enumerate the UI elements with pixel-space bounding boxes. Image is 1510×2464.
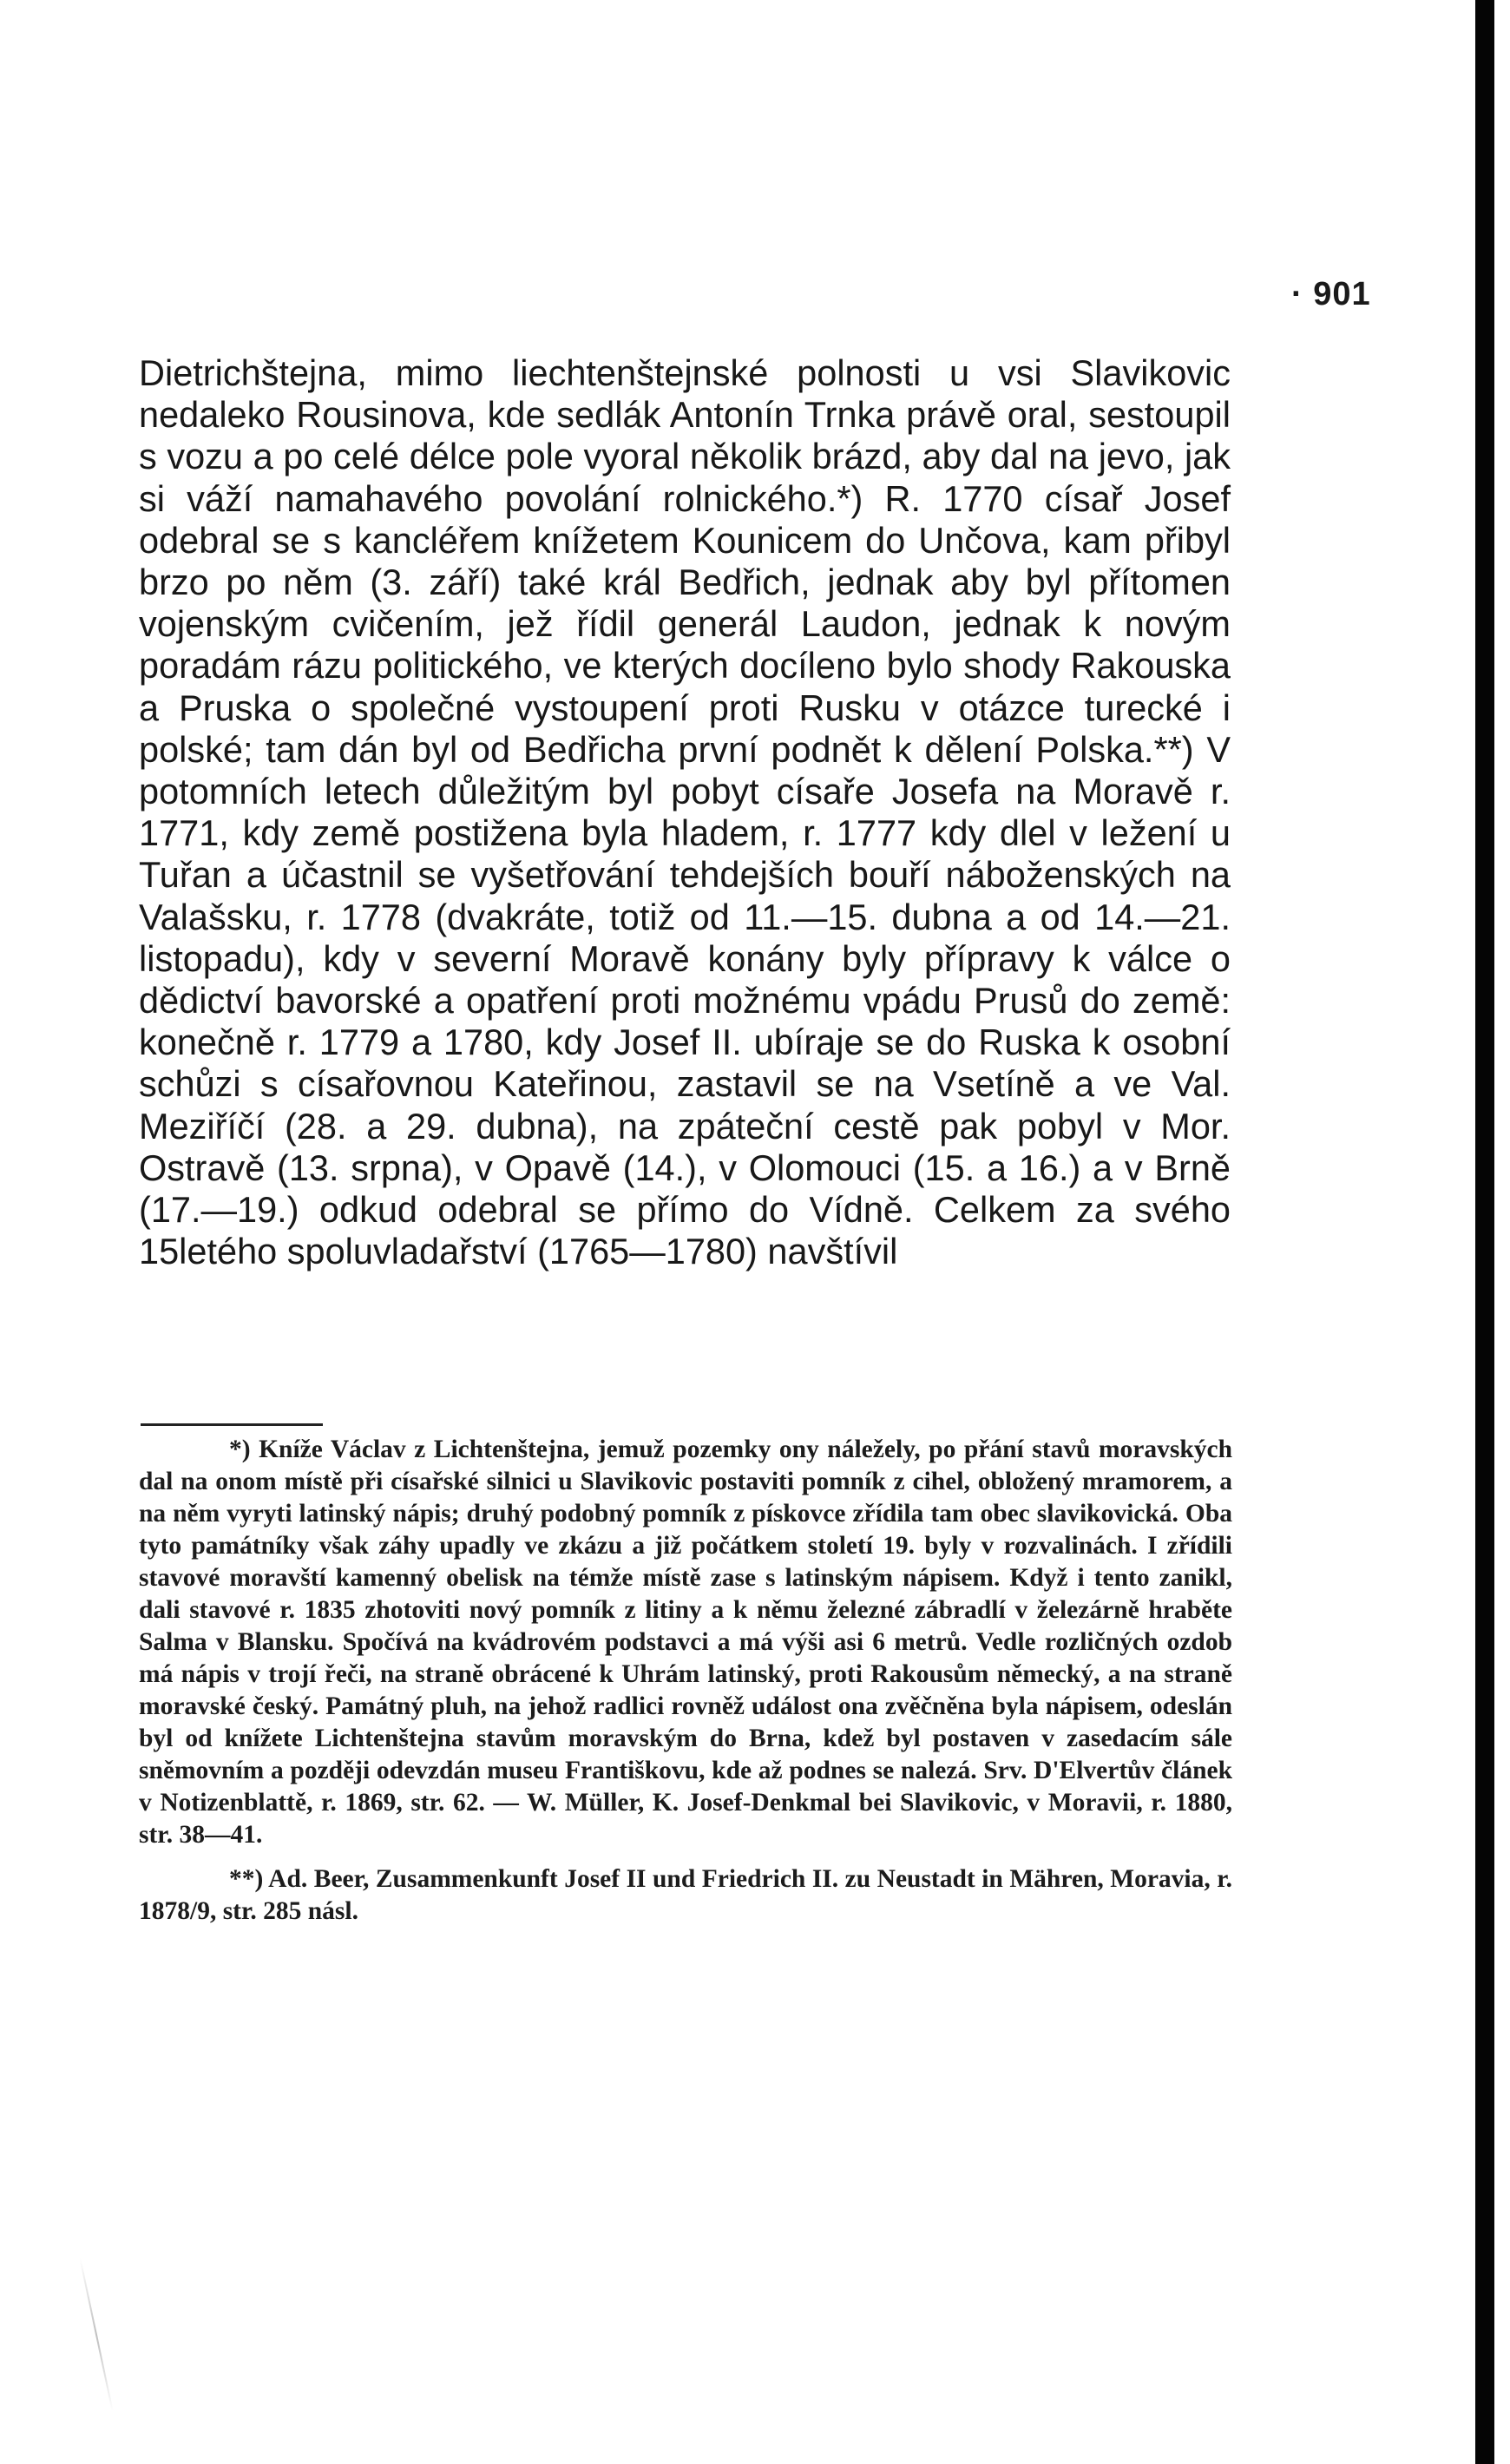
scan-edge-border [1475,0,1494,2464]
footnotes-block [139,1434,1232,1928]
footnote-2: **) Ad. Beer, Zusammenkunft Josef II und Friedrich II. zu Neustadt in Mähren, Moravia, r. 1878/9, str. 285 násl. [139,1865,1232,1925]
footnote-1: *) Kníže Václav z Lichtenštejna, jemuž pozemky ony náležely, po přání stavů moravských dal na onom místě při císařské silnici u Slavikovic postaviti pomník z cihel, obložený mramorem, a na něm vyryti latinský nápis; druhý podobný pomník z pískovce zřídila tam obec slavikovická. Oba tyto památníky však záhy upadly ve zkázu a již počátkem století 19. byly v rozvalinách. I zřídili stavové moravští kamenný obelisk na témže místě zase s latinským nápisem. Když i tento zanikl, dali stavové r. 1835 zhotoviti nový pomník z litiny a k němu železné zábradlí v železárně hraběte Salma v Blansku. Spočívá na kvádrovém podstavci a má výši asi 6 metrů. Vedle rozličných ozdob má nápis v trojí řeči, na straně obrácené k Uhrám latinský, proti Rakousům německý, a na straně moravské český. Památný pluh, na jehož radlici rovněž událost ona zvěčněna byla nápisem, odeslán byl od knížete Lichtenštejna stavům moravským do Brna, kdež byl postaven v zasedacím sále sněmovním a později odevzdán museu Františkovu, kde až podnes se nalezá. Srv. D'Elvertův článek v Notizenblattě, r. 1869, str. 62. — W. Müller, K. Josef-Denkmal bei Slavikovic, v Moravii, r. 1880, str. 38—41. [139,1436,1232,1849]
body-paragraph: Dietrichštejna, mimo liechtenštejnské polnosti u vsi Slavikovic nedaleko Rousinova, kde sedlák Antonín Trnka právě oral, sestoupil s vozu a po celé délce pole vyoral několik brázd, aby dal na jevo, jak si váží namahavého povolání rolnického.*) R. 1770 císař Josef odebral se s kancléřem knížetem Kounicem do Unčova, kam přibyl brzo po něm (3. září) také král Bedřich, jednak aby byl přítomen vojenským cvičením, jež řídil generál Laudon, jednak k novým poradám rázu politického, ve kterých docíleno bylo shody Rakouska a Pruska o společné vystoupení proti Rusku v otázce turecké i polské; tam dán byl od Bedřicha první podnět k dělení Polska.**) V potomních letech důležitým byl pobyt císaře Josefa na Moravě r. 1771, kdy země postižena byla hladem, r. 1777 kdy dlel v ležení u Tuřan a účastnil se vyšetřování tehdejších bouří náboženských na Valašsku, r. 1778 (dvakráte, totiž od 11.—15. dubna a od 14.—21. listopadu), kdy v severní Moravě konány byly přípravy k válce o dědictví bavorské a opatření proti možnému vpádu Prusů do země: konečně r. 1779 a 1780, kdy Josef II. ubíraje se do Ruska k osobní schůzi s císařovnou Kateřinou, zastavil se na Vsetíně a ve Val. Meziříčí (28. a 29. dubna), na zpáteční cestě pak pobyl v Mor. Ostravě (13. srpna), v Opavě (14.), v Olomouci (15. a 16.) a v Brně (17.—19.) odkud odebral se přímo do Vídně. Celkem za svého 15letého spoluvladařství (1765—1780) navštívil [139,352,1231,1272]
footnote-separator [141,1423,323,1426]
page-number: · 901 [1291,276,1371,312]
scan-mark [79,2258,113,2411]
body-text-block [139,352,1231,1272]
